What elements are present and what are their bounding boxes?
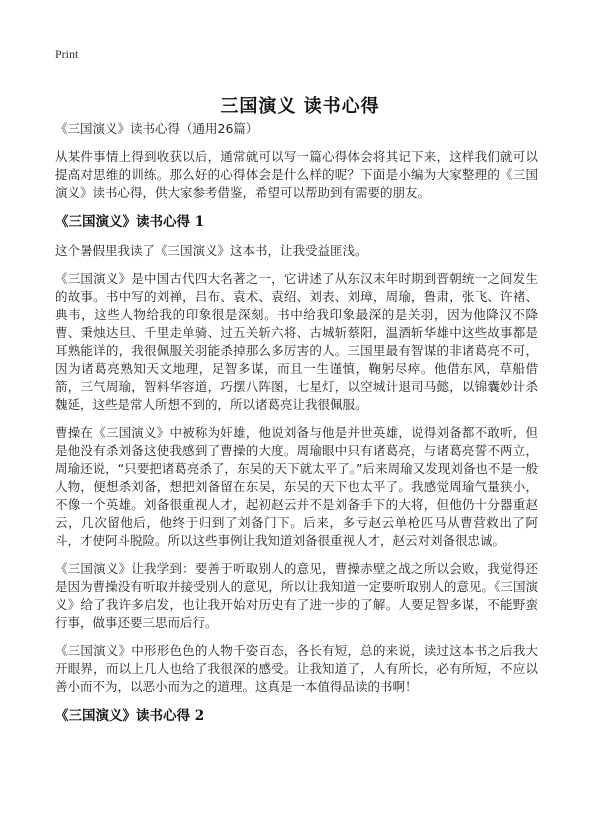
section-1-paragraph-2: 《三国演义》是中国古代四大名著之一，它讲述了从东汉末年时期到晋朝统一之间发生的故事。书中写的刘禅，吕布、袁术、袁绍、刘表、刘璋，周瑜，鲁肃，张飞、许褚、典韦，这些人物给我的印象很是深刻。书中给我印象最深的是关羽，因为他降汉不降曹、秉烛达旦、千里走单骑、过五关斩六将、古城斩蔡阳，温酒斩华雄中这些故事都是耳熟能详的，我很佩服关羽能杀掉那么多厉害的人。三国里最有智谋的非诸葛亮不可，因为诸葛亮熟知天文地理，足智多谋，而且一生谨慎，鞠躬尽瘁。他借东风，草船借箭，三气周瑜，智料华容道，巧摆八阵图，七星灯，以空城计退司马懿，以锦囊妙计杀魏延，这些是常人所想不到的，所以诸葛亮让我很佩服。 xyxy=(55,271,538,412)
print-link[interactable]: Print xyxy=(55,47,79,61)
document-content xyxy=(55,120,538,736)
document-subtitle: 《三国演义》读书心得（通用26篇） xyxy=(55,121,259,136)
section-1-paragraph-1: 这个暑假里我读了《三国演义》这本书，让我受益匪浅。 xyxy=(55,243,368,258)
document-title: 三国演义 读书心得 xyxy=(220,96,380,118)
section-1-paragraph-4: 《三国演义》让我学到：要善于听取别人的意见，曹操赤壁之战之所以会败，我觉得还是因为曹操没有听取并接受别人的意见，所以让我知道一定要听取别人的意见。《三国演义》给了我许多启发，也让我开始对历史有了进一步的了解。人要足智多谋，不能野蛮行事，做事还要三思而后行。 xyxy=(55,561,538,630)
section-heading-2: 《三国演义》读书心得 2 xyxy=(55,708,205,724)
intro-paragraph: 从某件事情上得到收获以后，通常就可以写一篇心得体会将其记下来，这样我们就可以提高对思维的训练。那么好的心得体会是什么样的呢？下面是小编为大家整理的《三国演义》读书心得，供大家参考借鉴，希望可以帮助到有需要的朋友。 xyxy=(55,149,538,200)
section-heading-1: 《三国演义》读书心得 1 xyxy=(55,214,205,230)
section-1-paragraph-5: 《三国演义》中形形色色的人物千姿百态，各长有短，总的来说，读过这本书之后我大开眼界，而以上几人也给了我很深的感受。让我知道了，人有所长，必有所短，不应以善小而不为，以恶小而为之的道理。这真是一本值得品读的书啊！ xyxy=(55,643,538,694)
section-1-paragraph-3: 曹操在《三国演义》中被称为奸雄，他说刘备与他是并世英雄，说得刘备都不敢听，但是他没有杀刘备这使我感到了曹操的大度。周瑜眼中只有诸葛亮，与诸葛亮誓不两立，周瑜还说，“只要把诸葛亮杀了，东吴的天下就太平了。”后来周瑜又发现刘备也不是一般人物，便想杀刘备，想把刘备留在东吴，东吴的天下也太平了。我感觉周瑜气量狭小，不像一个英雄。刘备很重视人才，起初赵云并不是刘备手下的大将，但他仍十分器重赵云，几次留他后，他终于归到了刘备门下。后来，多亏赵云单枪匹马从曹营救出了阿斗，才使阿斗脱险。所以这些事例让我知道刘备很重视人才，赵云对刘备很忠诚。 xyxy=(55,425,538,548)
